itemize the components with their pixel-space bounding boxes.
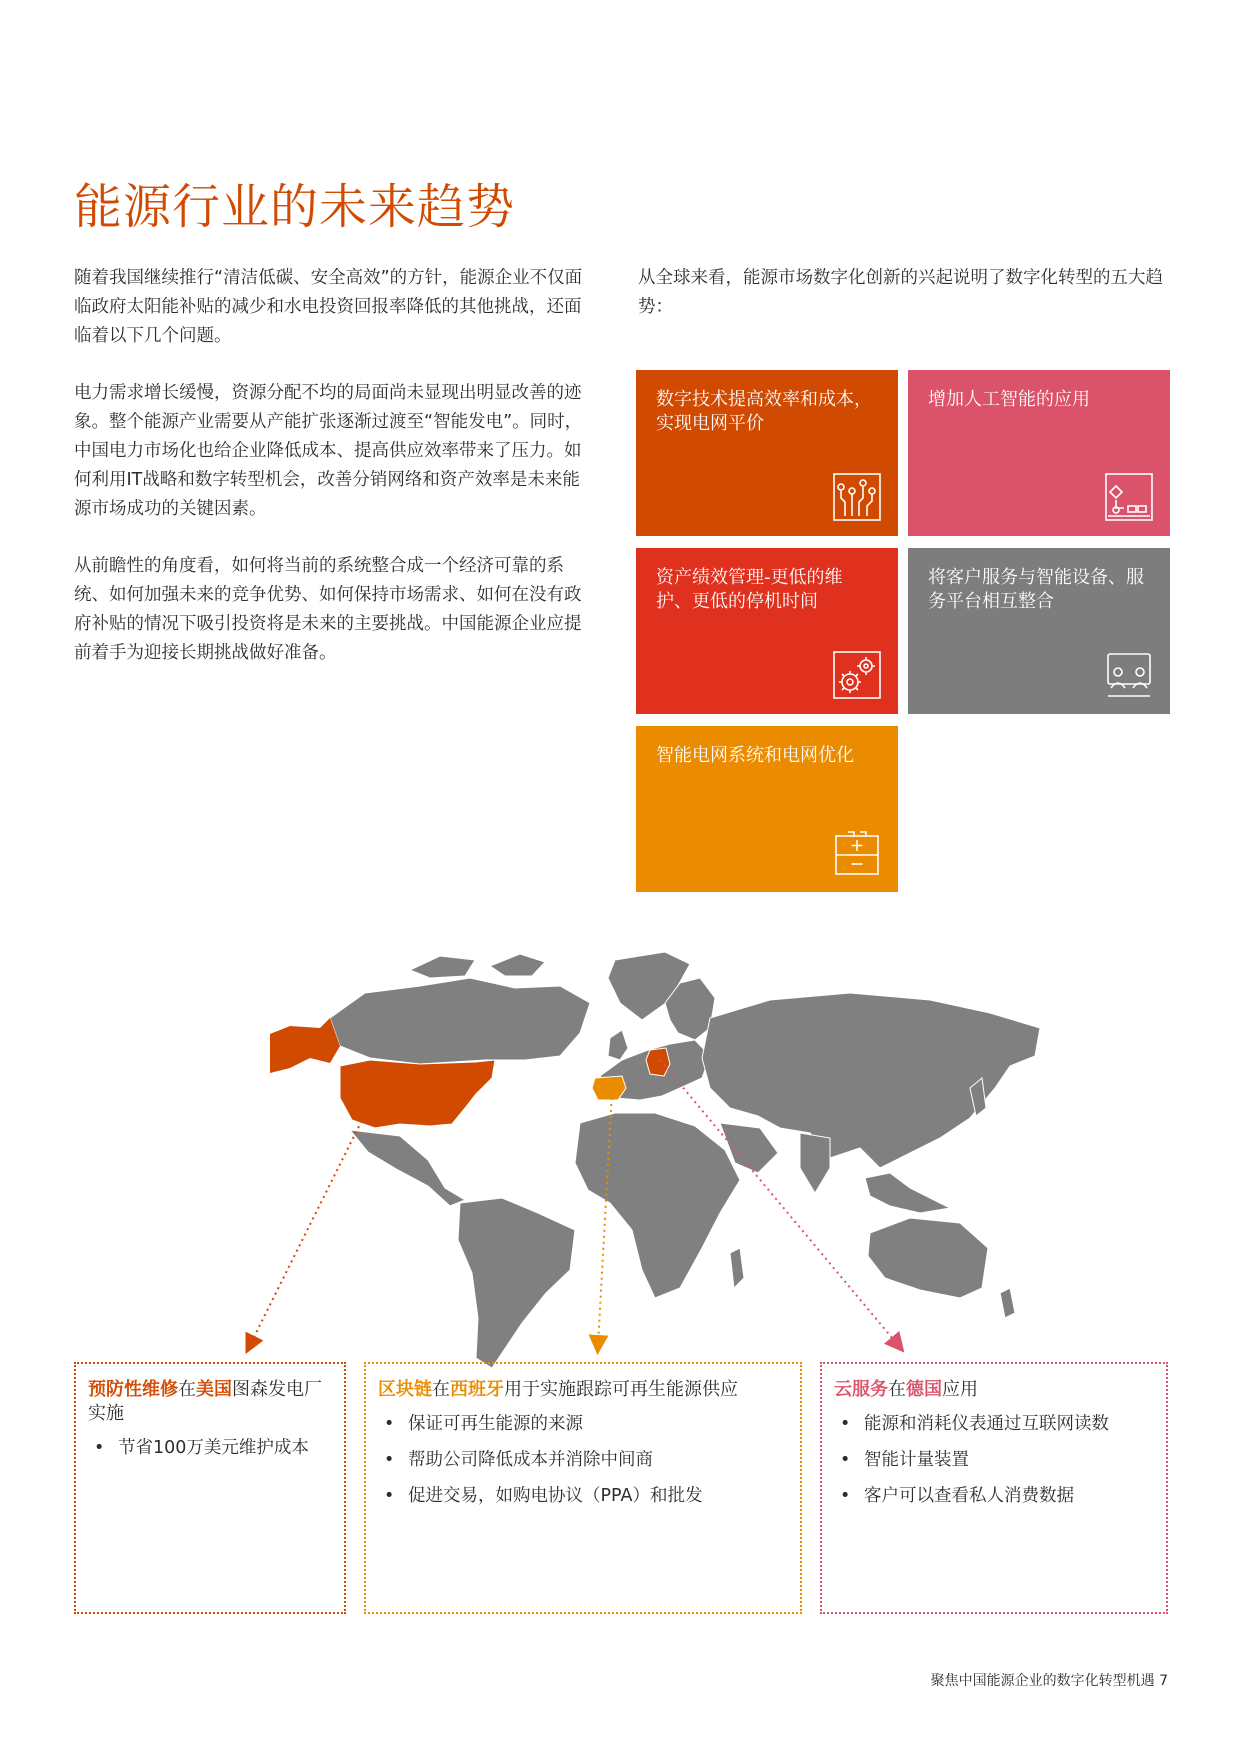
footer-title: 聚焦中国能源企业的数字化转型机遇 [930,1673,1155,1689]
list-item: • 促进交易，如购电协议（PPA）和批发 [378,1484,788,1508]
list-item: • 帮助公司降低成本并消除中间商 [378,1448,788,1472]
intro-paragraph: 电力需求增长缓慢，资源分配不均的局面尚未显现出明显改善的迹象。整个能源产业需要从产能扩张逐渐过渡至“智能发电”。同时，中国电力市场化也给企业降低成本、提高供应效率带来了压力。如何利用IT战略和数字转型机会，改善分销网络和资产效率是未来能源市场成功的关键因素。 [74,383,583,519]
page-title: 能源行业的未来趋势 [74,179,516,235]
trend-tile-smart-grid [636,726,898,892]
africa [575,1113,740,1298]
battery-icon [832,828,882,878]
case-box-spain [364,1362,802,1614]
trends-intro: 从全球来看，能源市场数字化创新的兴起说明了数字化转型的五大趋势： [638,268,1163,317]
north-america-north [330,978,590,1064]
intro-paragraph: 从前瞻性的角度看，如何将当前的系统整合成一个经济可靠的系统、如何加强未来的竞争优势、如何保持市场需求、如何在没有政府补贴的情况下吸引投资将是未来的主要挑战。中国能源企业应提前着手为迎接长期挑战做好准备。 [74,556,582,663]
india [800,1133,830,1193]
gears-icon [832,650,882,700]
circuit-icon [832,472,882,522]
uk [608,1030,628,1060]
page-footer [931,1670,1168,1690]
trend-tile-digital-tech [636,370,898,536]
case-service: 区块链 [378,1379,432,1400]
trend-tile-ai [908,370,1170,536]
usa-highlight [340,1060,495,1128]
trend-tile-customer-service [908,548,1170,714]
list-item: • 能源和消耗仪表通过互联网读数 [834,1412,1154,1436]
case-mid: 在 [178,1379,196,1400]
case-bullets [834,1412,1154,1508]
intro-left-column [74,264,592,696]
alaska-highlight [270,1018,340,1073]
southeast-asia [865,1173,950,1213]
case-service: 预防性维修 [88,1379,178,1400]
trend-label: 将客户服务与智能设备、服务平台相互整合 [928,567,1144,612]
list-item: • 客户可以查看私人消费数据 [834,1484,1154,1508]
case-rest: 用于实施跟踪可再生能源供应 [504,1379,738,1400]
central-america [350,1130,465,1206]
world-map [270,948,1050,1368]
case-box-usa [74,1362,346,1614]
list-item: • 保证可再生能源的来源 [378,1412,788,1436]
case-heading [88,1378,332,1426]
page-number: 7 [1159,1673,1168,1689]
list-item: • 智能计量装置 [834,1448,1154,1472]
trend-label: 智能电网系统和电网优化 [656,745,854,766]
people-screen-icon [1104,650,1154,700]
case-bullets [378,1412,788,1508]
case-service: 云服务 [834,1379,888,1400]
case-country: 美国 [196,1379,232,1400]
robot-arm-icon [1104,472,1154,522]
south-america [458,1198,575,1368]
germany-highlight [646,1048,670,1076]
case-heading [378,1378,788,1402]
trend-label: 增加人工智能的应用 [928,389,1090,410]
case-rest: 图森发电厂实施 [88,1379,322,1424]
intro-paragraph: 随着我国继续推行“清洁低碳、安全高效”的方针，能源企业不仅面临政府太阳能补贴的减少和水电投资回报率降低的其他挑战，还面临着以下几个问题。 [74,268,583,346]
intro-right-column [638,264,1168,322]
australia [868,1218,988,1298]
spain-highlight [592,1076,626,1100]
case-country: 西班牙 [450,1379,504,1400]
case-box-germany [820,1362,1168,1614]
list-item: • 节省100万美元维护成本 [88,1436,332,1460]
case-heading [834,1378,1154,1402]
case-country: 德国 [906,1379,942,1400]
trend-tile-asset-performance [636,548,898,714]
case-bullets [88,1436,332,1460]
case-rest: 应用 [942,1379,978,1400]
case-mid: 在 [888,1379,906,1400]
trend-label: 资产绩效管理-更低的维护、更低的停机时间 [656,567,843,612]
trend-label: 数字技术提高效率和成本，实现电网平价 [656,389,872,434]
case-mid: 在 [432,1379,450,1400]
